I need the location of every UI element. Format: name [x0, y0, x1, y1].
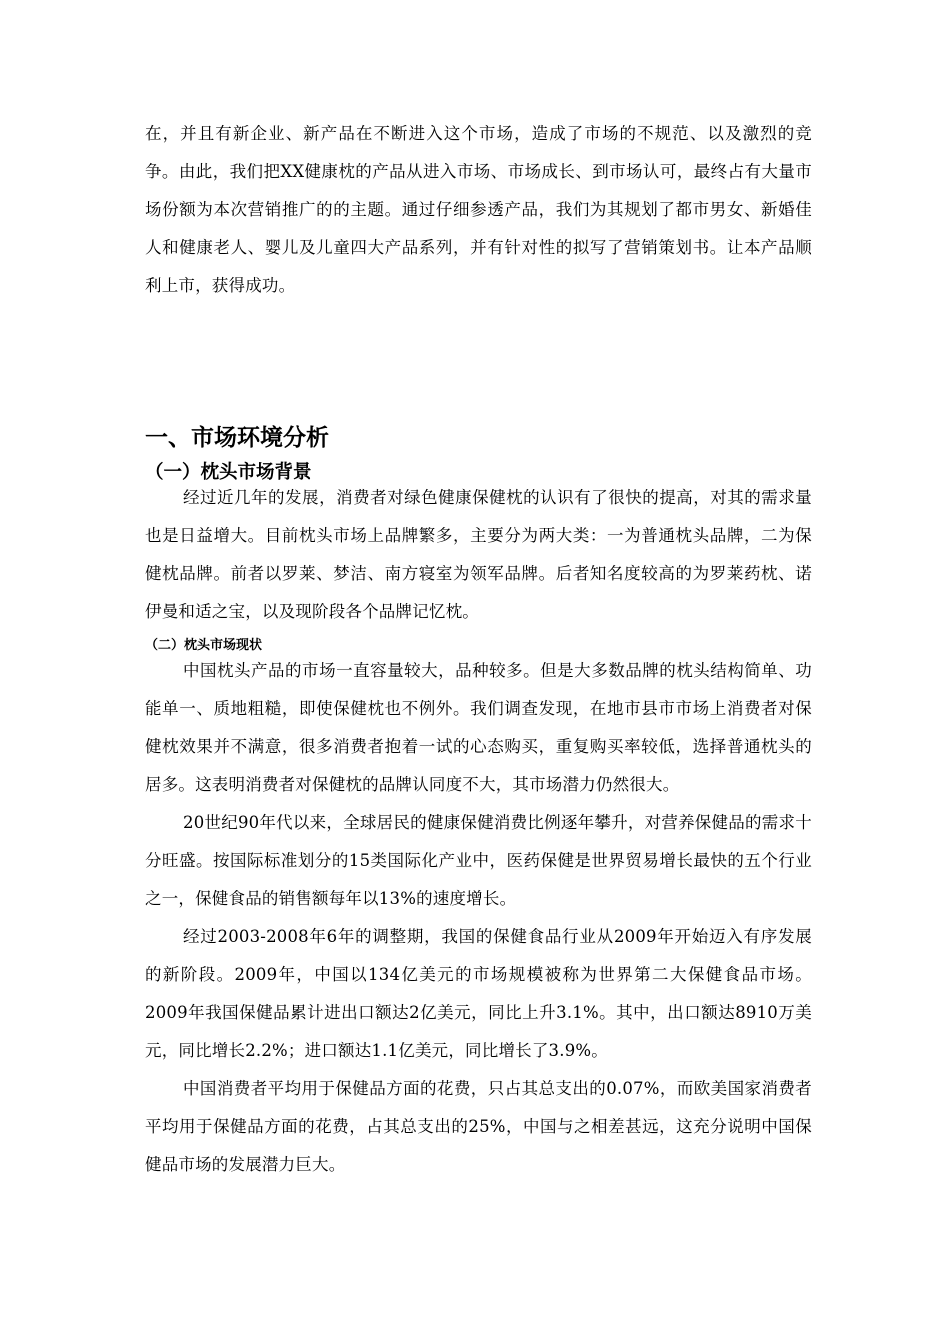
- intro-paragraph: 在，并且有新企业、新产品在不断进入这个市场，造成了市场的不规范、以及激烈的竞争。由此，我们把XX健康枕的产品从进入市场、市场成长、到市场认可，最终占有大量市场份额为本次营销推广的的主题。通过仔细参透产品，我们为其规划了都市男女、新婚佳人和健康老人、婴儿及儿童四大产品系列，并有针对性的拟写了营销策划书。让本产品顺利上市，获得成功。: [145, 124, 812, 295]
- subsection-heading-status: （二）枕头市场现状: [145, 638, 263, 653]
- status-paragraph-4: 中国消费者平均用于保健品方面的花费，只占其总支出的0.07%，而欧美国家消费者平均用于保健品方面的花费，占其总支出的25%，中国与之相差甚远，这充分说明中国保健品市场的发展潜力巨大。: [145, 1079, 812, 1174]
- status-section: [145, 652, 812, 1184]
- intro-section: [145, 115, 812, 305]
- subsection-heading-background: （一）枕头市场背景: [145, 462, 312, 483]
- background-section: [145, 479, 812, 631]
- section-heading: 一、市场环境分析: [145, 425, 329, 451]
- status-paragraph-3: 经过2003-2008年6年的调整期，我国的保健食品行业从2009年开始迈入有序发展的新阶段。2009年，中国以134亿美元的市场规模被称为世界第二大保健食品市场。2009年我国保健品累计进出口额达2亿美元，同比上升3.1%。其中，出口额达8910万美元，同比增长2.2%；进口额达1.1亿美元，同比增长了3.9%。: [145, 927, 812, 1060]
- status-paragraph-1: 中国枕头产品的市场一直容量较大，品种较多。但是大多数品牌的枕头结构简单、功能单一、质地粗糙，即使保健枕也不例外。我们调查发现，在地市县市市场上消费者对保健枕效果并不满意，很多消费者抱着一试的心态购买，重复购买率较低，选择普通枕头的居多。这表明消费者对保健枕的品牌认同度不大，其市场潜力仍然很大。: [145, 661, 812, 794]
- background-paragraph: 经过近几年的发展，消费者对绿色健康保健枕的认识有了很快的提高，对其的需求量也是日益增大。目前枕头市场上品牌繁多，主要分为两大类：一为普通枕头品牌，二为保健枕品牌。前者以罗莱、梦洁、南方寝室为领军品牌。后者知名度较高的为罗莱药枕、诺伊曼和适之宝，以及现阶段各个品牌记忆枕。: [145, 488, 812, 621]
- status-paragraph-2: 20世纪90年代以来，全球居民的健康保健消费比例逐年攀升，对营养保健品的需求十分旺盛。按国际标准划分的15类国际化产业中，医药保健是世界贸易增长最快的五个行业之一，保健食品的销售额每年以13%的速度增长。: [145, 813, 812, 908]
